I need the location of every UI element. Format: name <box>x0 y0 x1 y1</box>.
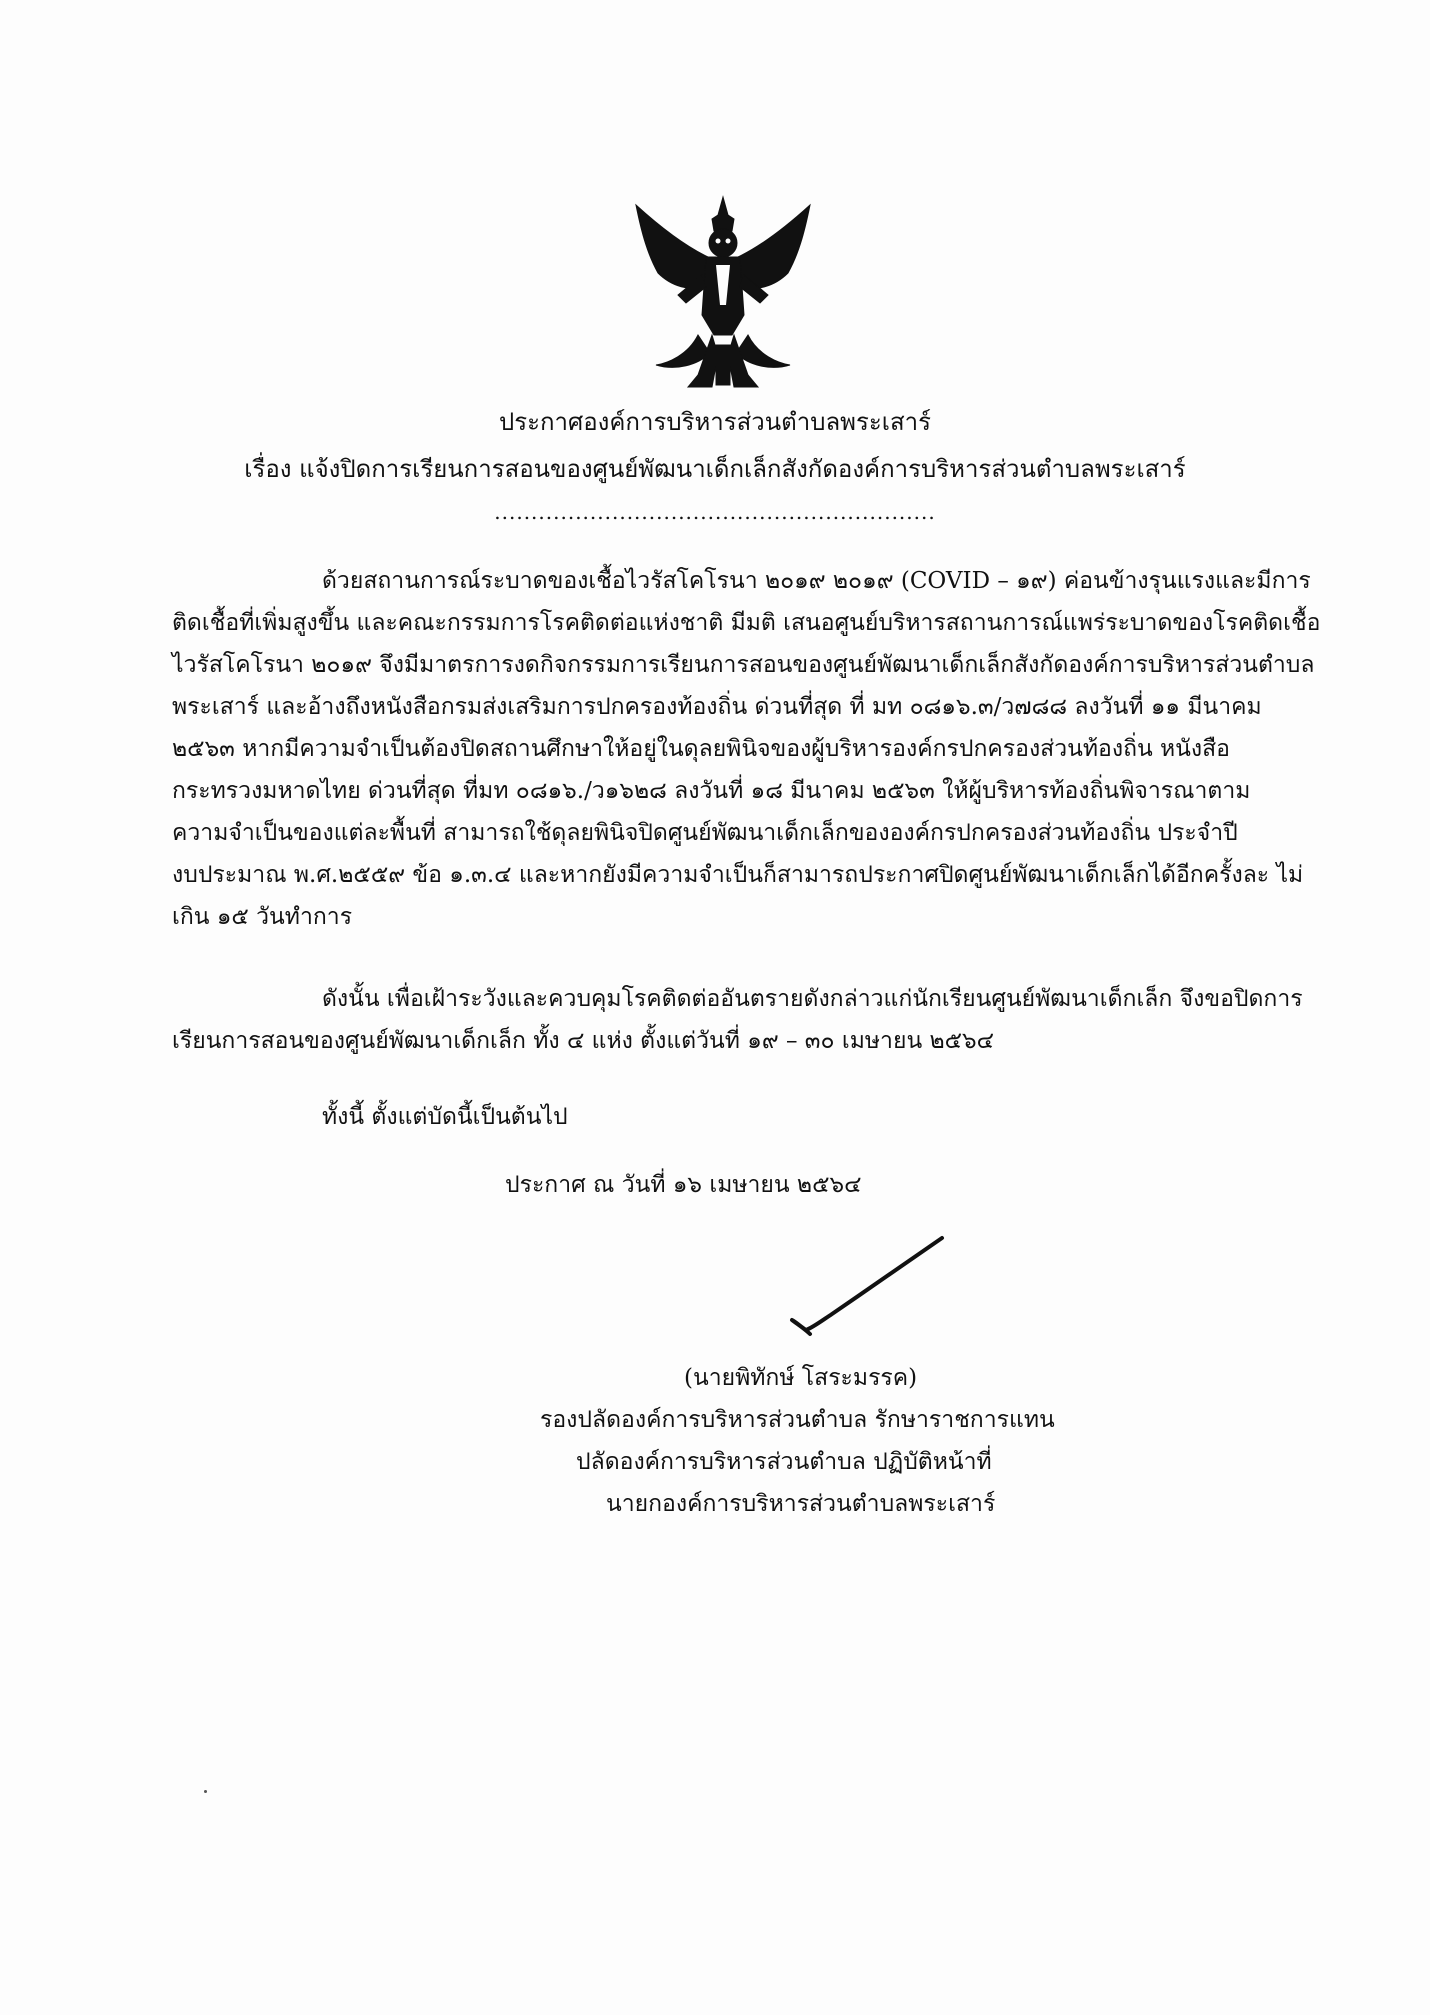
paragraph-line: ไวรัสโคโรนา ๒๐๑๙ จึงมีมาตรการงดกิจกรรมการเรียนการสอนของศูนย์พัฒนาเด็กเล็กสังกัดองค์การบริหารส่วนตำบล <box>172 652 1315 678</box>
paragraph-line: เกิน ๑๕ วันทำการ <box>172 904 353 930</box>
paragraph-line: ดังนั้น เพื่อเฝ้าระวังและควบคุมโรคติดต่ออันตรายดังกล่าวแก่นักเรียนศูนย์พัฒนาเด็กเล็ก จึงขอปิดการ <box>322 986 1303 1012</box>
signatory-position: ปลัดองค์การบริหารส่วนตำบล ปฏิบัติหน้าที่ <box>576 1449 992 1475</box>
signatory-position: รองปลัดองค์การบริหารส่วนตำบล รักษาราชการแทน <box>540 1407 1055 1433</box>
paragraph-line: พระเสาร์ และอ้างถึงหนังสือกรมส่งเสริมการปกครองท้องถิ่น ด่วนที่สุด ที่ มท ๐๘๑๖.๓/ว๗๘๘ ลงวันที่ ๑๑ มีนาคม <box>172 694 1262 720</box>
signature-icon <box>770 1230 960 1340</box>
paragraph-line: ๒๕๖๓ หากมีความจำเป็นต้องปิดสถานศึกษาให้อยู่ในดุลยพินิจของผู้บริหารองค์กรปกครองส่วนท้องถิ่น หนังสือ <box>172 736 1230 762</box>
paragraph-line: ติดเชื้อที่เพิ่มสูงขึ้น และคณะกรรมการโรคติดต่อแห่งชาติ มีมติ เสนอศูนย์บริหารสถานการณ์แพร่ระบาดของโรคติดเชื้อ <box>172 610 1321 636</box>
signatory-position: นายกองค์การบริหารส่วนตำบลพระเสาร์ <box>606 1491 996 1517</box>
paragraph-line: เรียนการสอนของศูนย์พัฒนาเด็กเล็ก ทั้ง ๔ แห่ง ตั้งแต่วันที่ ๑๙ – ๓๐ เมษายน ๒๕๖๔ <box>172 1028 995 1054</box>
garuda-emblem-icon <box>628 195 818 395</box>
paragraph-line: งบประมาณ พ.ศ.๒๕๕๙ ข้อ ๑.๓.๔ และหากยังมีความจำเป็นก็สามารถประกาศปิดศูนย์พัฒนาเด็กเล็กได้อีกครั้งละ ไม่ <box>172 862 1304 888</box>
paragraph-line: ความจำเป็นของแต่ละพื้นที่ สามารถใช้ดุลยพินิจปิดศูนย์พัฒนาเด็กเล็กขององค์กรปกครองส่วนท้องถิ่น ประจำปี <box>172 820 1238 846</box>
body-paragraph-2 <box>172 978 1322 1062</box>
announcement-title: ประกาศองค์การบริหารส่วนตำบลพระเสาร์ <box>498 408 931 436</box>
body-paragraph-1 <box>172 560 1322 938</box>
paragraph-line: ด้วยสถานการณ์ระบาดของเชื้อไวรัสโคโรนา ๒๐๑๙ ๒๐๑๙ (COVID – ๑๙) ค่อนข้างรุนแรงและมีการ <box>322 568 1311 594</box>
paper-speck <box>204 1790 207 1793</box>
paragraph-line: กระทรวงมหาดไทย ด่วนที่สุด ที่มท ๐๘๑๖./ว๑๖๒๘ ลงวันที่ ๑๘ มีนาคม ๒๕๖๓ ให้ผู้บริหารท้องถิ่นพิจารณาตาม <box>172 778 1251 804</box>
body-paragraph-3: ทั้งนี้ ตั้งแต่บัดนี้เป็นต้นไป <box>322 1104 568 1130</box>
announcement-subject: เรื่อง แจ้งปิดการเรียนการสอนของศูนย์พัฒนาเด็กเล็กสังกัดองค์การบริหารส่วนตำบลพระเสาร์ <box>244 455 1186 483</box>
signature-block <box>520 1357 1080 1525</box>
announcement-date: ประกาศ ณ วันที่ ๑๖ เมษายน ๒๕๖๔ <box>505 1172 862 1198</box>
signatory-name: (นายพิทักษ์ โสระมรรค) <box>684 1365 918 1391</box>
title-divider: ............................................................ <box>494 500 936 524</box>
